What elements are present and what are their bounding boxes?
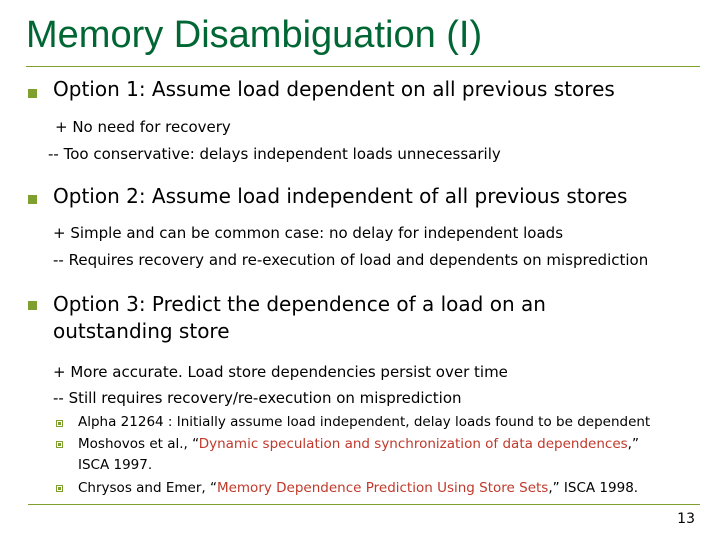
sub-bullet-icon [56, 441, 63, 448]
reference-link[interactable]: Dynamic speculation and synchronization of data dependences [198, 436, 628, 452]
reference-moshovos-venue: ISCA 1997. [78, 457, 153, 473]
reference-chrysos: Chrysos and Emer, “Memory Dependence Prediction Using Store Sets,” ISCA 1998. [78, 480, 639, 496]
option-3-text: Option 3: Predict the dependence of a load on an outstanding store [53, 292, 546, 343]
slide-number: 13 [677, 511, 695, 527]
sub-bullet-icon [56, 420, 63, 427]
reference-alpha: Alpha 21264 : Initially assume load independent, delay loads found to be dependent [78, 414, 651, 430]
option-3-pro: + More accurate. Load store dependencies persist over time [53, 363, 508, 381]
reference-link[interactable]: Memory Dependence Prediction Using Store Sets [216, 480, 549, 496]
option-1-text: Option 1: Assume load dependent on all previous stores [53, 77, 615, 101]
option-3-con: -- Still requires recovery/re-execution on misprediction [53, 389, 462, 407]
option-1-con: -- Too conservative: delays independent loads unnecessarily [48, 145, 501, 163]
reference-moshovos: Moshovos et al., “Dynamic speculation and synchronization of data dependences,” [78, 436, 639, 452]
option-2-pro: + Simple and can be common case: no delay for independent loads [53, 224, 564, 242]
title-underline [26, 66, 700, 67]
option-1-pro: + No need for recovery [55, 118, 231, 136]
bullet-square-icon [28, 195, 37, 204]
option-2-text: Option 2: Assume load independent of all previous stores [53, 184, 628, 208]
sub-bullet-icon [56, 485, 63, 492]
slide-title: Memory Disambiguation (I) [26, 14, 483, 56]
bullet-square-icon [28, 89, 37, 98]
footer-rule [28, 504, 700, 505]
bullet-square-icon [28, 301, 37, 310]
option-2-con: -- Requires recovery and re-execution of load and dependents on misprediction [53, 251, 649, 269]
